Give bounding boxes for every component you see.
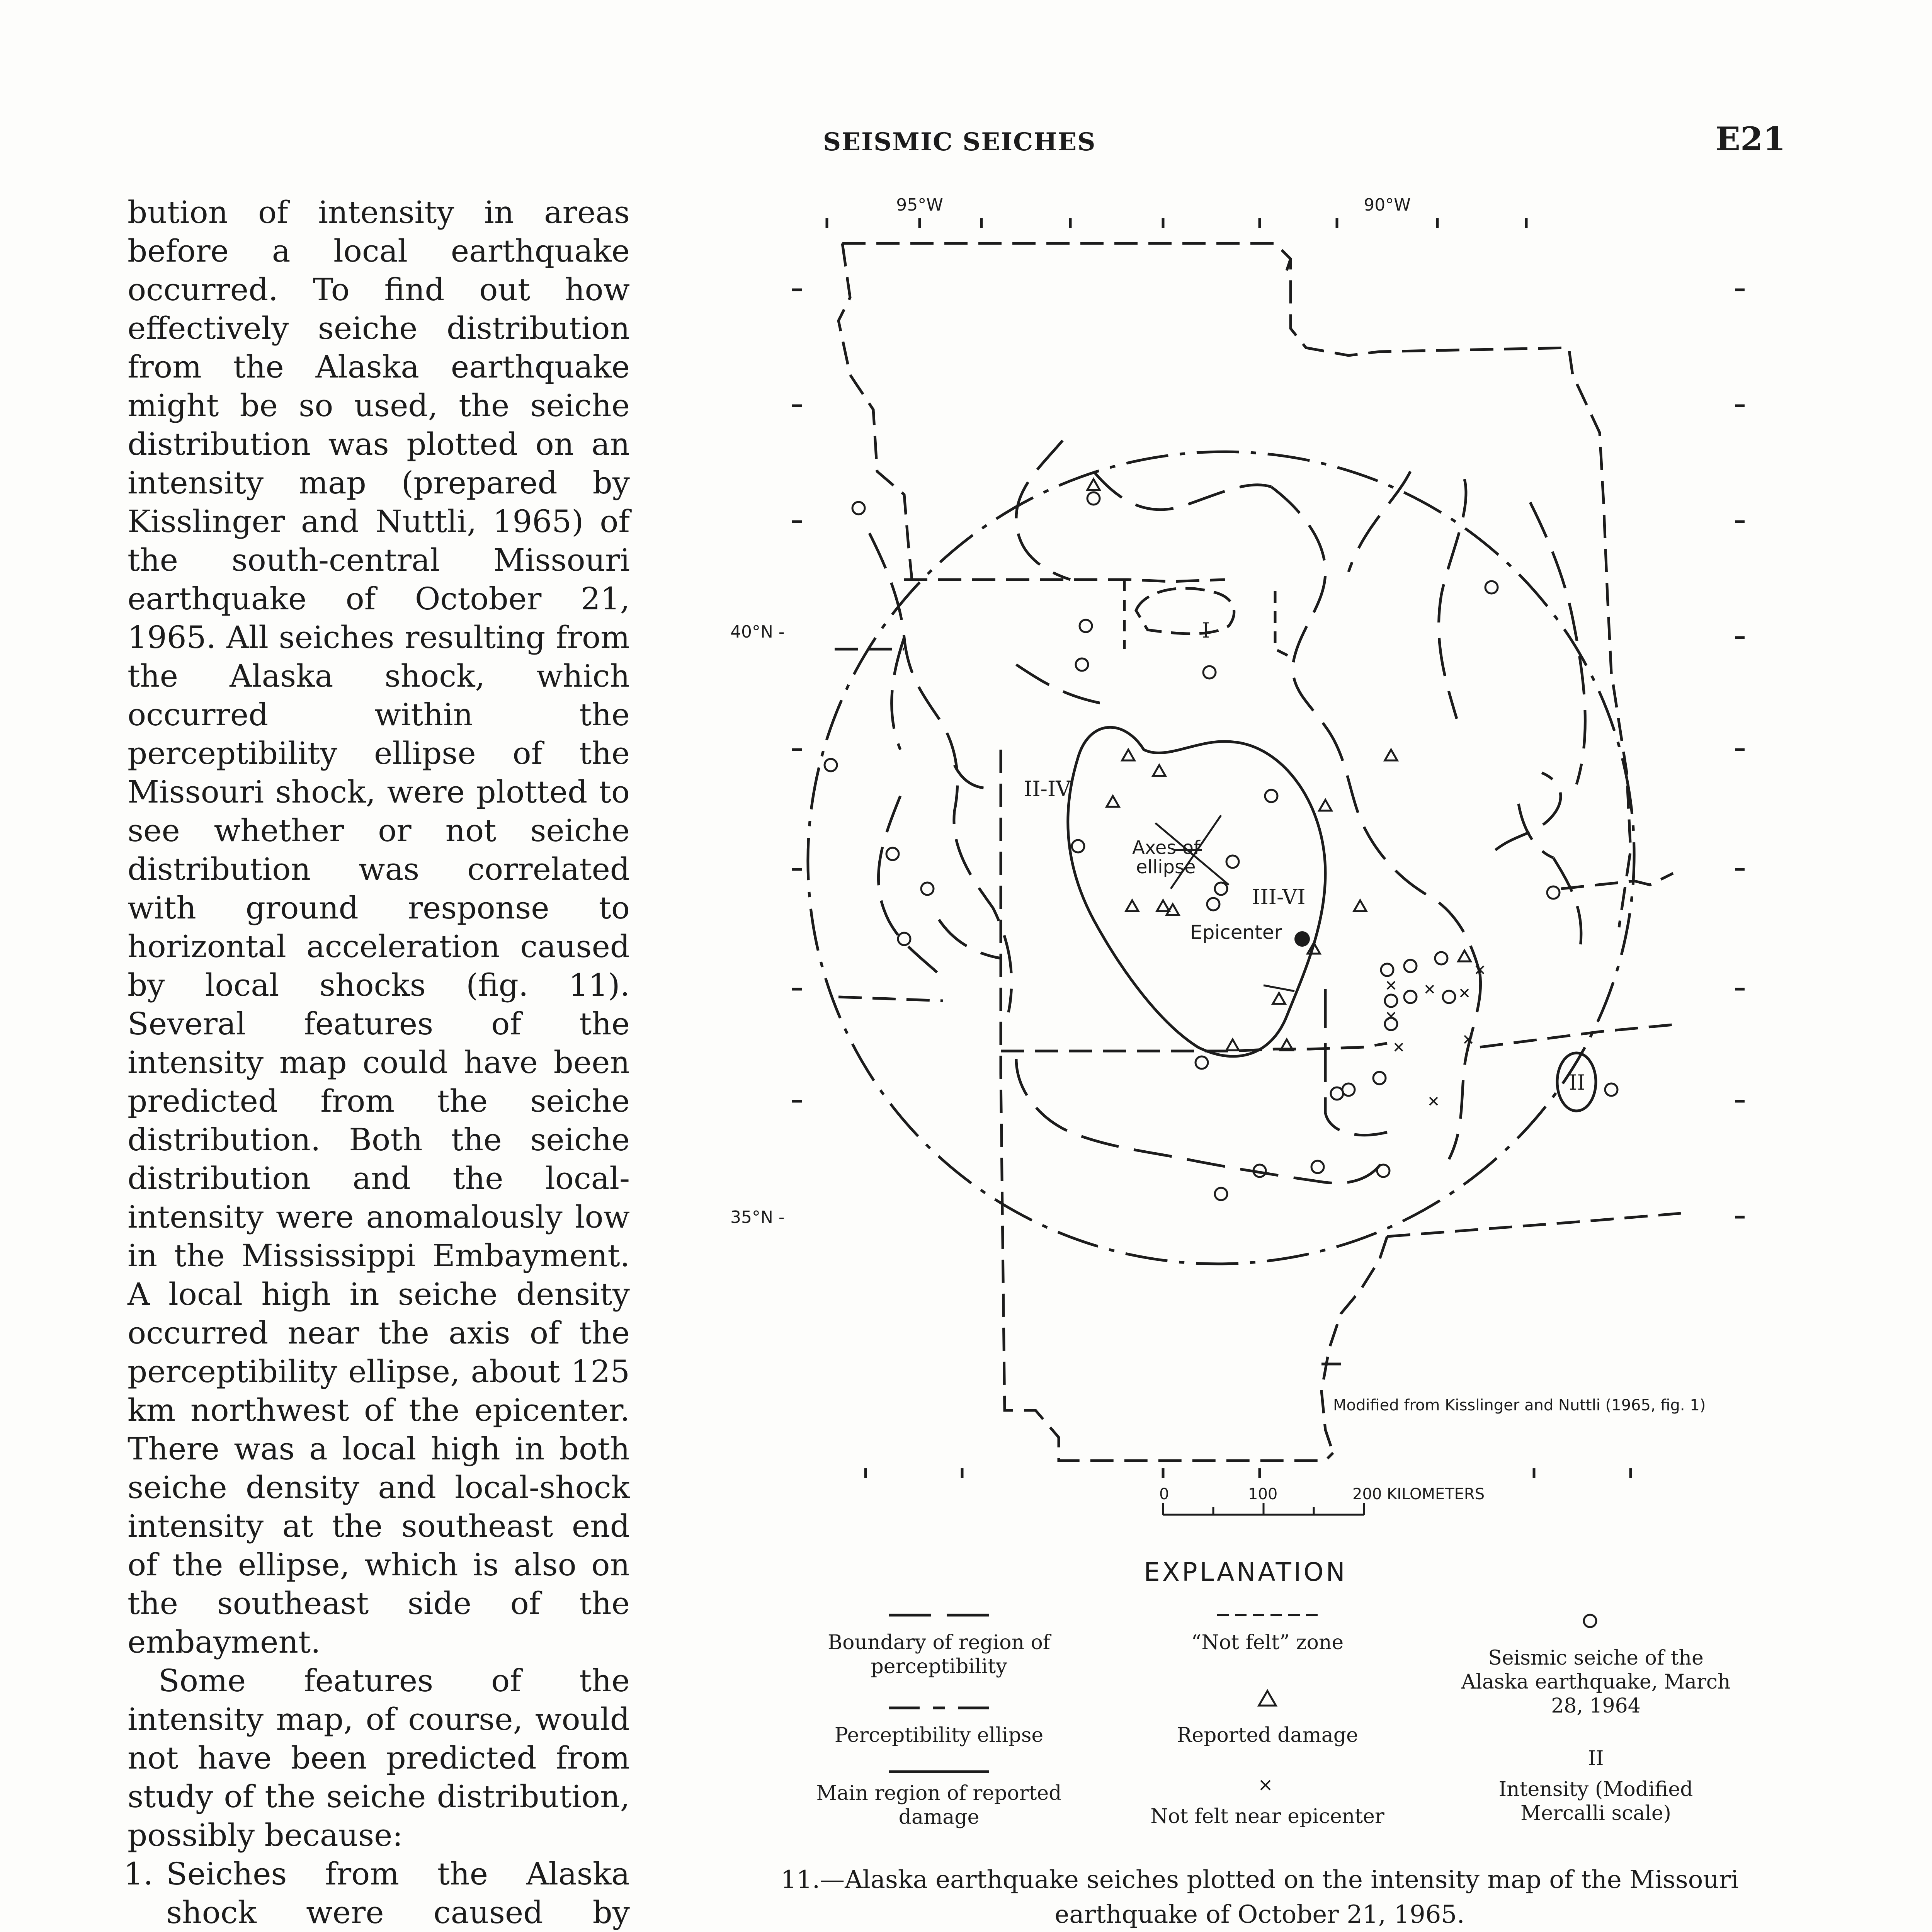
list-text: Seiches from the Alaska shock were caused by [166,1856,630,1930]
list-item [124,1855,630,1932]
page-number: E21 [1716,120,1786,158]
legend-damage-region-symbol [889,1768,989,1776]
axes-label: ellipse [1136,856,1196,878]
legend-ellipse-label: Perceptibility ellipse [834,1724,1044,1747]
left-column [124,193,630,1932]
legend-boundary-symbol [889,1611,989,1619]
not-felt-near-epicenter-symbols [1387,966,1484,1105]
legend-intensity-label: Intensity (Modified Mercalli scale) [1498,1778,1693,1825]
intensity-map-figure [723,193,1785,1519]
paragraph: bution of intensity in areas before a local earthquake occurred. To find out how effectively seiche distribution from the Alaska earthquake might be so used, the seiche distribution was plotted on an intensity map (prepared by Kisslinger and Nuttli, 1965) of the south-central Missouri earthquake of October 21, 1965. All seiches resulting from the Alaska shock, which occurred within the perceptibility ellipse of the Missouri shock, were plotted to see whether or not seiche distribution was correlated with ground response to horizontal acceleration caused by local shocks (fig. 11). Several features of the intensity map could have been predicted from the seiche distribution. Both the seiche distribution and the local-intensity were anomalously low in the Mississippi Embayment. A local high in seiche density occurred near the axis of the perceptibility ellipse, about 125 km northwest of the epicenter. There was a local high in both seiche density and local-shock intensity at the southeast end of the ellipse, which is also on the southeast side of the embayment. [128,194,630,1660]
scale-bar [1163,1503,1364,1515]
reported-damage-symbols [1087,479,1471,1050]
legend-intensity-symbol: II [1588,1747,1604,1770]
scale-label: 200 KILOMETERS [1352,1485,1485,1503]
legend-boundary-label: Boundary of region of perceptibility [827,1631,1051,1678]
legend-not-felt-epicenter-symbol [1258,1777,1273,1793]
zone-label: III-VI [1252,885,1306,909]
lat-label-35n: 35°N - [730,1208,785,1227]
legend-seiche-label: Seismic seiche of the Alaska earthquake, March 28, 1964 [1461,1646,1731,1718]
legend-not-felt-zone-label: “Not felt” zone [1191,1631,1344,1654]
zone-label: II-IV [1024,777,1071,801]
source-note: Modified from Kisslinger and Nuttli (1965, fig. 1) [1333,1396,1706,1414]
legend-damage-symbol [1256,1689,1279,1708]
zone-label: II [1569,1070,1585,1095]
list-number: 1. [124,1856,153,1892]
legend-damage-label: Reported damage [1177,1724,1358,1747]
scale-label: 0 [1159,1485,1169,1503]
legend-damage-region-label: Main region of reported damage [816,1782,1062,1829]
perceptibility-boundary [869,440,1585,1183]
epicenter-label: Epicenter [1190,921,1282,944]
state-boundaries [835,243,1681,1461]
scale-label: 100 [1248,1485,1278,1503]
legend-ellipse-symbol [889,1704,989,1712]
graticule-ticks [792,218,1745,1478]
legend-not-felt-zone-symbol [1217,1611,1318,1619]
lon-label-95w: 95°W [896,195,943,215]
running-head: SEISMIC SEICHES [823,128,1096,156]
paragraph: Some features of the intensity map, of course, would not have been predicted from study of the seiche distribution, possibly because: [128,1663,630,1853]
explanation-title: EXPLANATION [1144,1557,1347,1587]
figure-caption: 11.—Alaska earthquake seiches plotted on the intensity map of the Missouri earthquake of October 21, 1965. [781,1866,1739,1929]
zone-label: I [1202,618,1210,643]
numbered-list [124,1855,630,1932]
lon-label-90w: 90°W [1364,195,1411,215]
axes-label: Axes of [1132,837,1200,859]
legend-not-felt-epicenter-label: Not felt near epicenter [1150,1805,1384,1828]
epicenter-marker [1294,931,1310,947]
perceptibility-ellipse [732,375,1710,1340]
legend-seiche-symbol [1580,1611,1600,1631]
lat-label-40n: 40°N - [730,622,785,642]
zone-i-boundary [1136,588,1234,634]
